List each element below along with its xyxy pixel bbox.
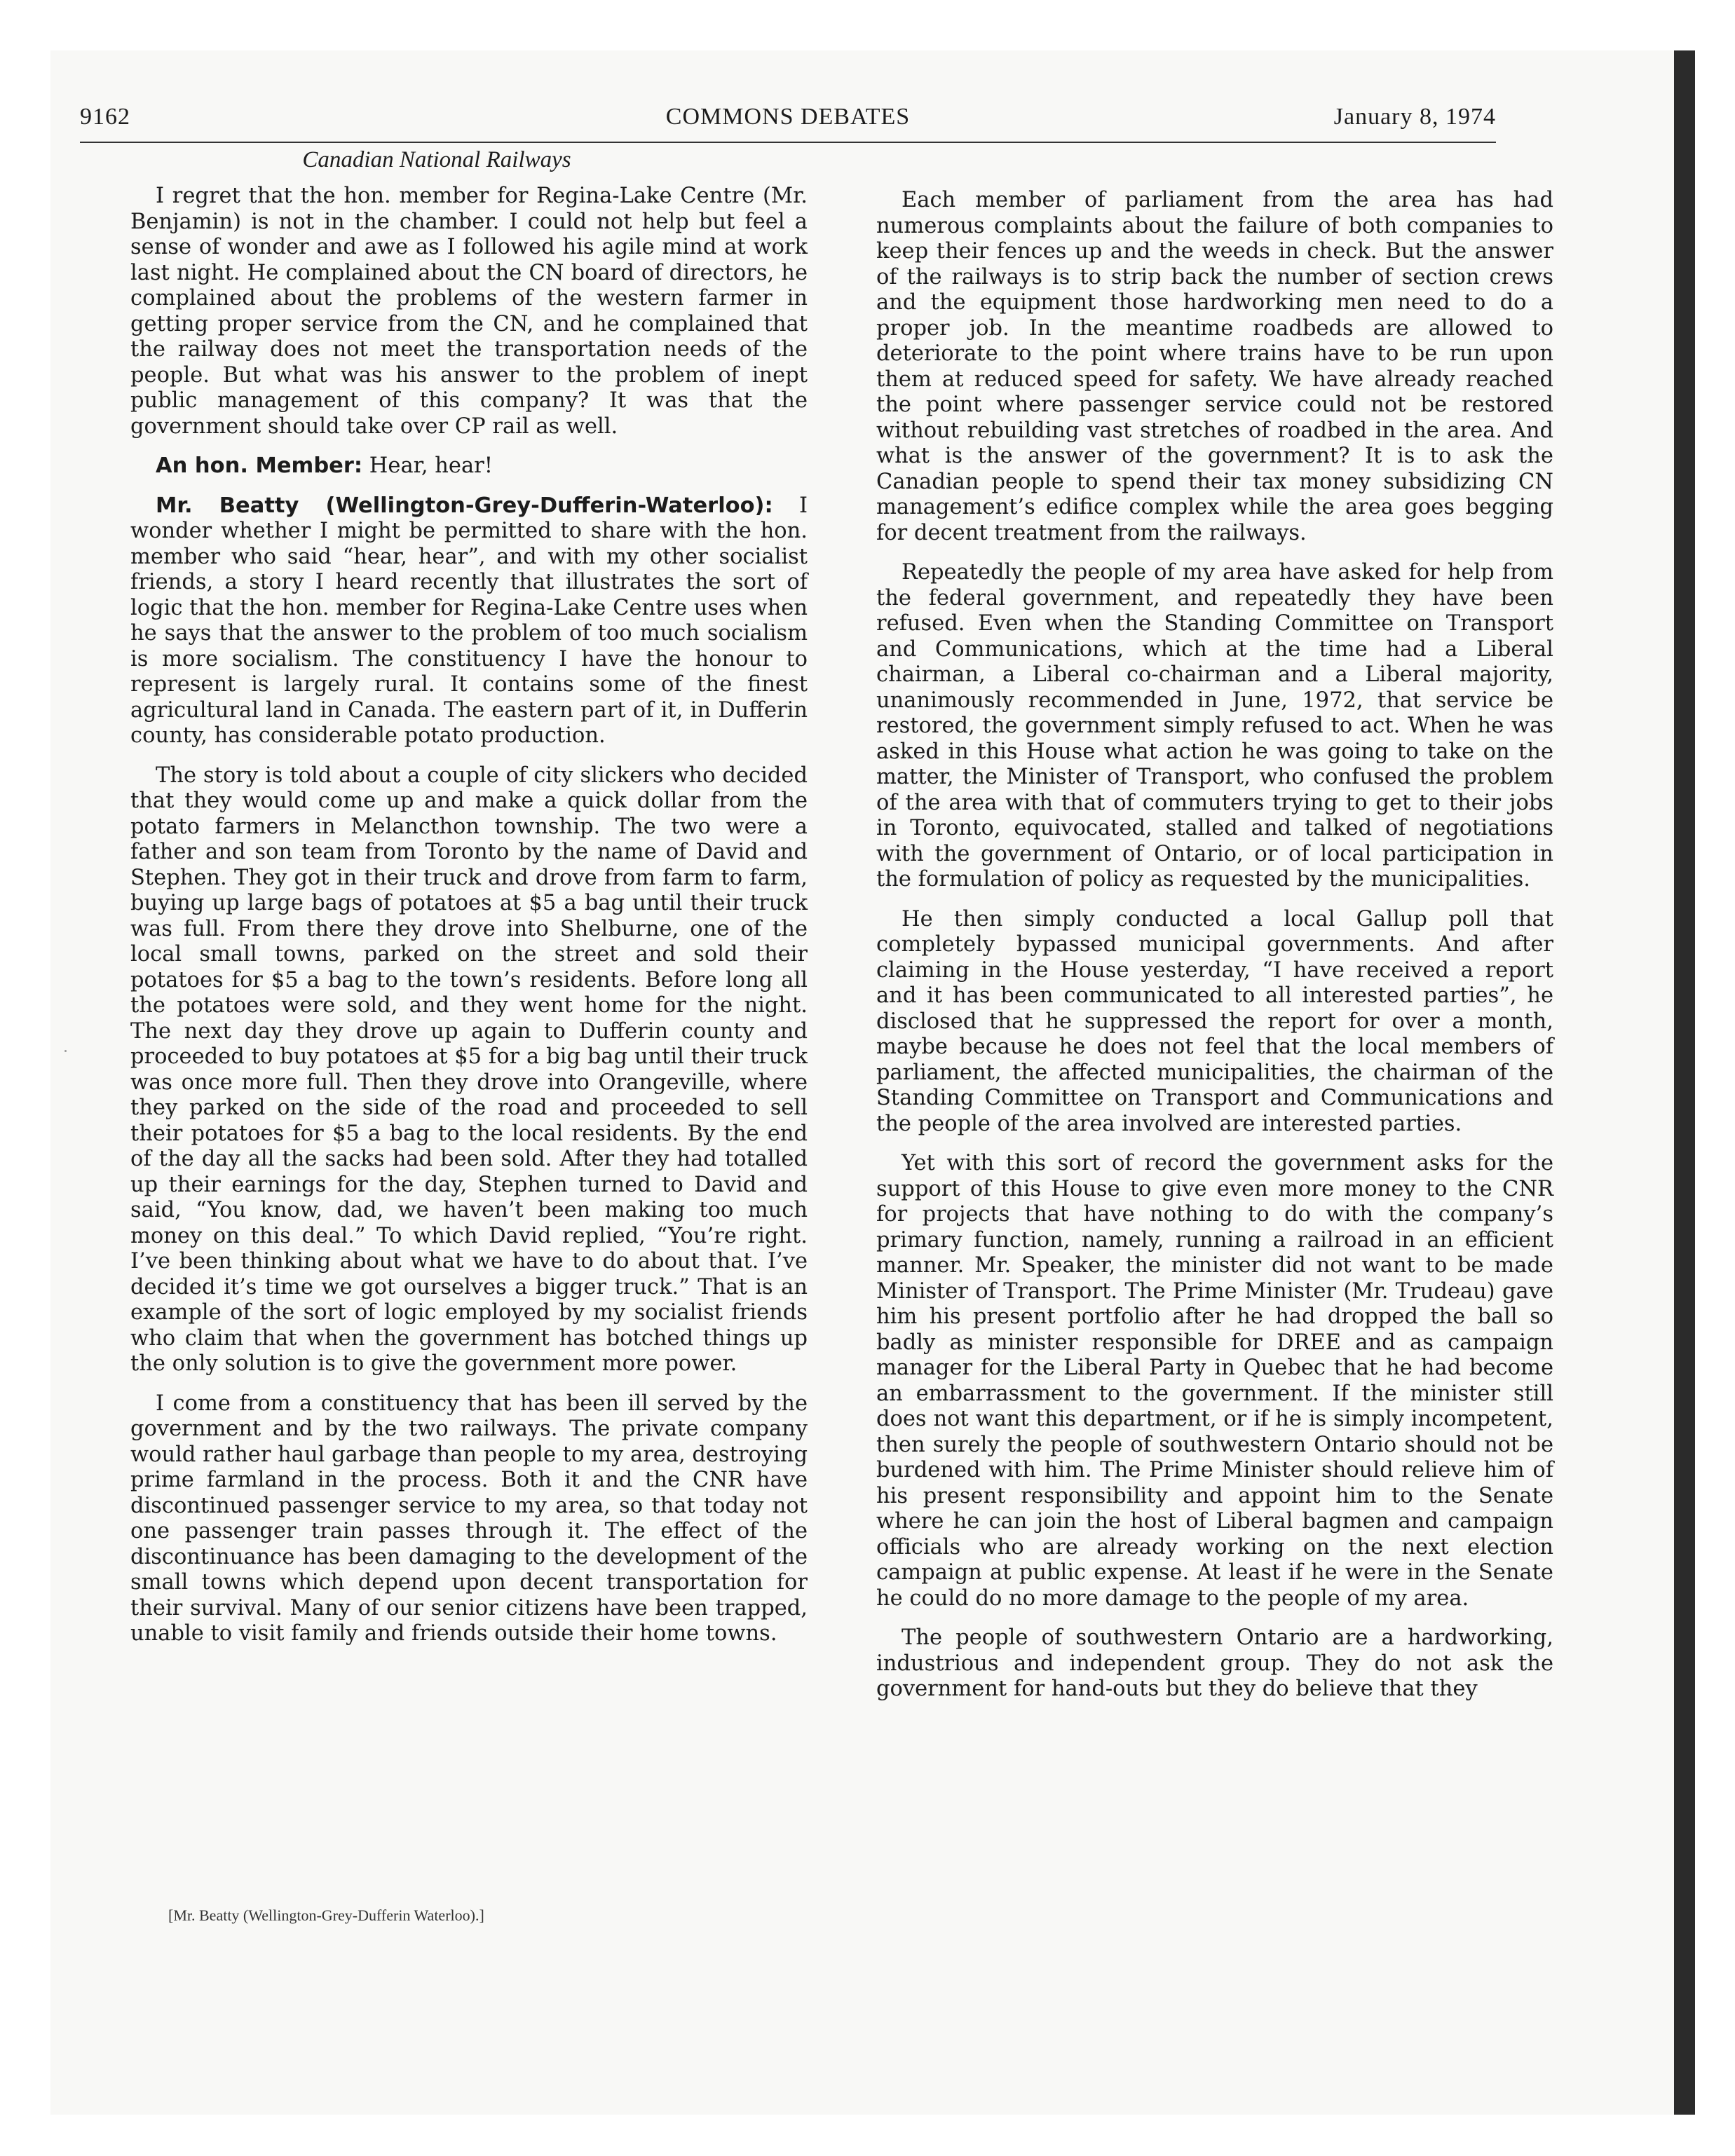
paragraph: The story is told about a couple of city slickers who decided that they would come up and make a quick dollar from the potato farmers in Melancthon township. The two were a father and son team from Toronto by the name of David and Stephen. They got in their truck and drove from farm to farm, buying up large bags of potatoes at $5 a bag until their truck was full. From there they drove into Shelburne, one of the local small towns, parked on the street and sold their potatoes for $5 a bag to the town’s residents. Before long all the potatoes were sold, and they went home for the night. The next day they drove up again to Dufferin county and proceeded to buy potatoes at $5 for a big bag until their truck was once more full. Then they drove into Orangeville, where they parked on the side of the road and proceeded to sell their potatoes for $5 a bag to the local residents. By the end of the day all the sacks had been sold. After they had totalled up their earnings for the day, Stephen turned to David and said, “You know, dad, we haven’t been making too much money on this deal.” To which David replied, “You’re right. I’ve been thinking about what we have to do about that. I’ve decided it’s time we got ourselves a bigger truck.” That is an example of the sort of logic employed by my socialist friends who claim that when the government has botched things up the only solution is to give the government more power. bbox=[130, 763, 808, 1376]
paragraph: Repeatedly the people of my area have asked for help from the federal government, and repeatedly they have been refused. Even when the Standing Committee on Transport and Communications, which at the time had a Liberal chairman, a Liberal co-chairman and a Liberal majority, unanimously recommended in June, 1972, that service be restored, the government simply refused to act. When he was asked in this House what action he was going to take on the matter, the Minister of Transport, who confused the problem of the area with that of commuters trying to get to their jobs in Toronto, equivocated, stalled and talked of negotiations with the government of Ontario, or of local participation in the formulation of policy as requested by the municipalities. bbox=[876, 560, 1553, 892]
speech-paragraph bbox=[130, 493, 808, 749]
speaker-name: An hon. Member: bbox=[156, 453, 363, 478]
scan-edge-shadow bbox=[1674, 50, 1695, 2115]
speech-text: Hear, hear! bbox=[362, 453, 493, 478]
right-column bbox=[876, 188, 1553, 1717]
paragraph: Each member of parliament from the area has had numerous complaints about the failure of both companies to keep their fences up and the weeds in check. But the answer of the railways is to strip back the number of section crews and the equipment those hardworking men need to do a proper job. In the meantime roadbeds are allowed to deteriorate to the point where trains have to be run upon them at reduced speed for safety. We have already reached the point where passenger service could not be restored without rebuilding vast stretches of roadbed in the area. And what is the answer of the government? It is to ask the Canadian people to spend their tax money subsidizing CN management’s edifice complex while the area goes begging for decent treatment from the railways. bbox=[876, 188, 1553, 545]
paragraph: I regret that the hon. member for Regina-Lake Centre (Mr. Benjamin) is not in the chamber. I could not help but feel a sense of wonder and awe as I followed his agile mind at work last night. He complained about the CN board of directors, he complained about the problems of the western farmer in getting proper service from the CN, and he complained that the railway does not meet the transportation needs of the people. But what was his answer to the problem of inept public management of this company? It was that the government should take over CP rail as well. bbox=[130, 184, 808, 439]
page-number: 9162 bbox=[80, 104, 130, 130]
paragraph: He then simply conducted a local Gallup poll that completely bypassed municipal governments. And after claiming in the House yesterday, “I have received a report and it has been communicated to all interested parties”, he disclosed that he suppressed the report for over a month, maybe because he does not feel that the local members of parliament, the affected municipalities, the chairman of the Standing Committee on Transport and Communications and the people of the area involved are interested parties. bbox=[876, 906, 1553, 1136]
page-header bbox=[80, 102, 1496, 143]
speaker-name: Mr. Beatty (Wellington-Grey-Dufferin-Waterloo): bbox=[156, 493, 773, 518]
paragraph: Yet with this sort of record the government asks for the support of this House to give even more money to the CNR for projects that have nothing to do with the company’s primary function, namely, running a railroad in an efficient manner. Mr. Speaker, the minister did not want to be made Minister of Transport. The Prime Minister (Mr. Trudeau) gave him his present portfolio after he had dropped the ball so badly as minister responsible for DREE and as campaign manager for the Liberal Party in Quebec that he had become an embarrassment to the government. If the minister still does not want this department, or if he is simply incompetent, then surely the people of southwestern Ontario should not be burdened with him. The Prime Minister should relieve him of his present responsibility and appoint him to the Senate where he can join the host of Liberal bagmen and campaign officials who are already working on the next election campaign at public expense. At least if he were in the Senate he could do no more damage to the people of my area. bbox=[876, 1151, 1553, 1611]
speech-paragraph bbox=[130, 453, 808, 479]
speaker-continuation-note: [Mr. Beatty (Wellington-Grey-Dufferin Waterloo).] bbox=[168, 1906, 484, 1924]
speech-text: I wonder whether I might be permitted to share with the hon. member who said “hear, hear”, and with my other socialist friends, a story I heard recently that illustrates the sort of logic that the hon. member for Regina-Lake Centre uses when he says that the answer to the problem of too much socialism is more socialism. The constituency I have the honour to represent is largely rural. It contains some of the finest agricultural land in Canada. The eastern part of it, in Dufferin county, has considerable potato production. bbox=[130, 493, 808, 748]
publication-date: January 8, 1974 bbox=[1333, 104, 1496, 130]
publication-title: COMMONS DEBATES bbox=[665, 104, 911, 130]
left-column bbox=[130, 184, 808, 1661]
section-title: Canadian National Railways bbox=[302, 147, 571, 172]
scan-speck bbox=[64, 1050, 67, 1052]
paragraph: The people of southwestern Ontario are a hardworking, industrious and independent group. They do not ask the government for hand-outs but they do believe that they bbox=[876, 1625, 1553, 1701]
paragraph: I come from a constituency that has been ill served by the government and by the two railways. The private company would rather haul garbage than people to my area, destroying prime farmland in the process. Both it and the CNR have discontinued passenger service to my area, so that today not one passenger train passes through it. The effect of the discontinuance has been damaging to the development of the small towns which depend upon decent transportation for their survival. Many of our senior citizens have been trapped, unable to visit family and friends outside their home towns. bbox=[130, 1391, 808, 1646]
